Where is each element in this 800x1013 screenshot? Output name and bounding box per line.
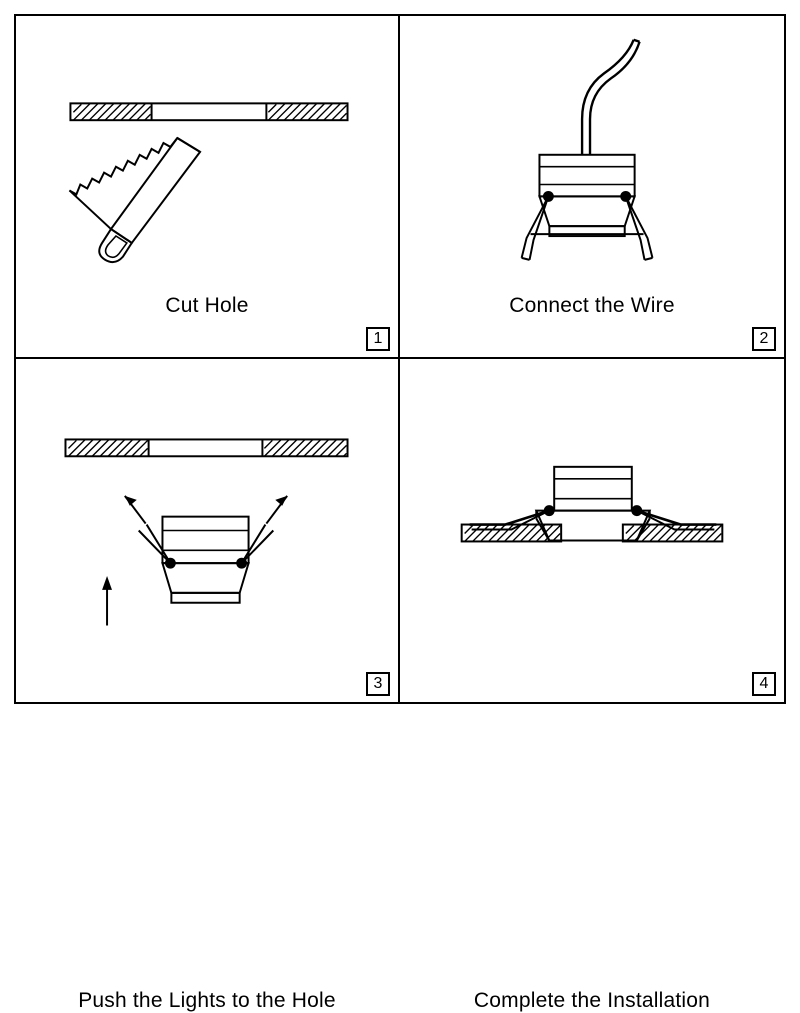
panel-4-caption: Complete the Installation xyxy=(473,989,711,1012)
panel-step-2 xyxy=(400,16,784,359)
panel-step-4 xyxy=(400,359,784,1012)
panel-3-step-number: 3 xyxy=(366,672,390,696)
panel-grid xyxy=(14,14,786,1012)
panel-4-step-number: 4 xyxy=(752,672,776,696)
panel-3-artwork xyxy=(16,359,398,702)
hand-saw-icon xyxy=(69,138,200,262)
panel-2-caption: Connect the Wire xyxy=(509,294,675,317)
panel-2-step-number: 2 xyxy=(752,327,776,351)
downlight-installed-icon xyxy=(536,467,649,541)
panel-1-step-number: 1 xyxy=(366,327,390,351)
up-arrow-icon xyxy=(102,576,112,625)
panel-3-caption: Push the Lights to the Hole xyxy=(78,989,336,1012)
ceiling-section-icon xyxy=(65,439,347,456)
downlight-body-icon xyxy=(162,517,248,603)
ceiling-section-icon xyxy=(462,525,723,542)
wire-cable-icon xyxy=(582,40,639,155)
panel-1-caption: Cut Hole xyxy=(165,294,249,317)
ceiling-section-icon xyxy=(70,103,347,120)
panel-4-artwork xyxy=(400,359,784,702)
panel-step-1 xyxy=(16,16,400,359)
spring-clip-icon xyxy=(470,505,717,529)
push-arrow-icon xyxy=(125,496,287,524)
panel-step-3 xyxy=(16,359,400,1012)
